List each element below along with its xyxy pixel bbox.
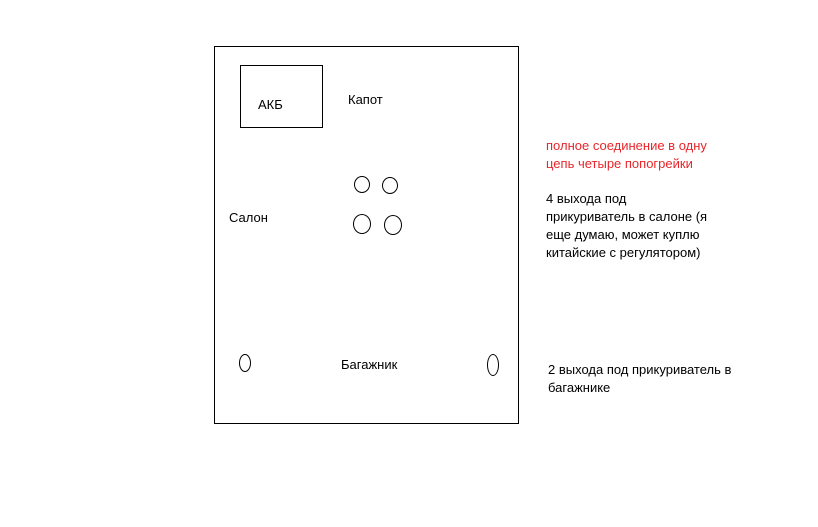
cabin-socket-icon: [354, 176, 370, 193]
trunk-socket-icon: [239, 354, 251, 372]
cabin-socket-icon: [382, 177, 398, 194]
trunk-label: Багажник: [341, 357, 398, 372]
cabin-outlets-note: [546, 190, 707, 262]
cabin-label: Салон: [229, 210, 268, 225]
trunk-outlets-note-line: 2 выхода под прикуриватель в: [548, 362, 732, 377]
cabin-outlets-note-line: китайские с регулятором): [546, 245, 701, 260]
trunk-outlets-note-line: багажнике: [548, 380, 611, 395]
cabin-outlets-note-line: еще думаю, может куплю: [546, 227, 700, 242]
connection-note: [546, 137, 707, 173]
hood-label: Капот: [348, 92, 383, 107]
trunk-socket-icon: [487, 354, 499, 376]
cabin-socket-icon: [353, 214, 371, 234]
cabin-socket-icon: [384, 215, 402, 235]
connection-note-line: цепь четыре попогрейки: [546, 156, 693, 171]
trunk-outlets-note: [548, 361, 731, 397]
connection-note-line: полное соединение в одну: [546, 138, 707, 153]
cabin-outlets-note-line: 4 выхода под: [546, 191, 627, 206]
cabin-outlets-note-line: прикуриватель в салоне (я: [546, 209, 708, 224]
battery-label: АКБ: [258, 97, 283, 112]
